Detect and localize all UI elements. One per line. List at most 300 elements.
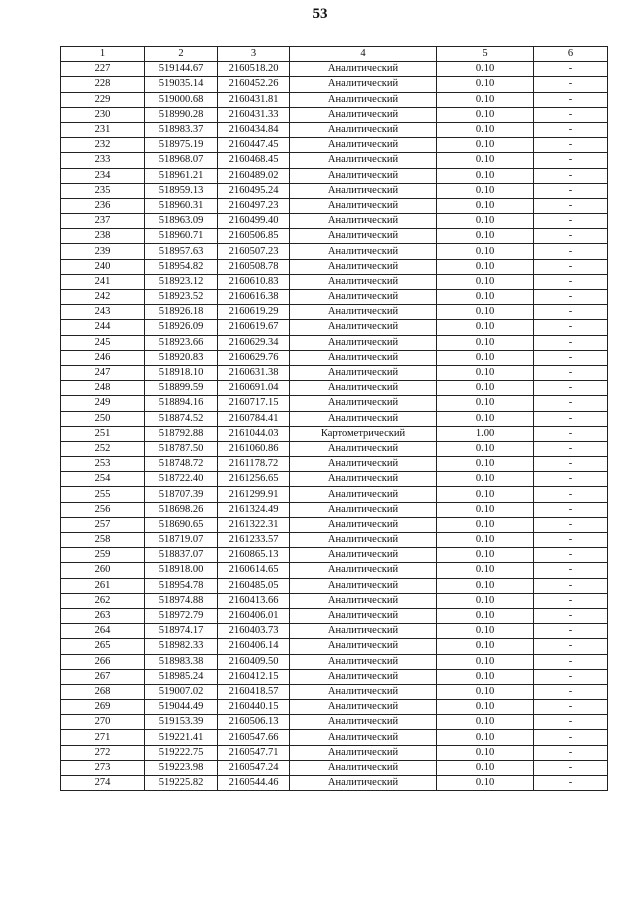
accuracy-cell: 0.10 — [437, 198, 534, 213]
x-coordinate-cell: 518960.31 — [145, 198, 218, 213]
method-cell: Аналитический — [290, 198, 437, 213]
method-cell: Аналитический — [290, 548, 437, 563]
point-number-cell: 270 — [61, 715, 145, 730]
table-row — [61, 472, 608, 487]
y-coordinate-cell: 2160468.45 — [218, 153, 290, 168]
x-coordinate-cell: 518690.65 — [145, 517, 218, 532]
y-coordinate-cell: 2160508.78 — [218, 259, 290, 274]
table-row — [61, 776, 608, 791]
y-coordinate-cell: 2160691.04 — [218, 381, 290, 396]
description-cell: - — [534, 168, 608, 183]
accuracy-cell: 0.10 — [437, 290, 534, 305]
x-coordinate-cell: 518961.21 — [145, 168, 218, 183]
table-row — [61, 441, 608, 456]
accuracy-cell: 0.10 — [437, 517, 534, 532]
point-number-cell: 245 — [61, 335, 145, 350]
x-coordinate-cell: 519007.02 — [145, 684, 218, 699]
x-coordinate-cell: 518972.79 — [145, 608, 218, 623]
table-row — [61, 517, 608, 532]
y-coordinate-cell: 2161060.86 — [218, 441, 290, 456]
description-cell: - — [534, 335, 608, 350]
description-cell: - — [534, 441, 608, 456]
x-coordinate-cell: 518990.28 — [145, 107, 218, 122]
method-cell: Аналитический — [290, 153, 437, 168]
table-row — [61, 259, 608, 274]
method-cell: Аналитический — [290, 350, 437, 365]
description-cell: - — [534, 776, 608, 791]
table-row — [61, 214, 608, 229]
table-row — [61, 244, 608, 259]
table-row — [61, 593, 608, 608]
point-number-cell: 236 — [61, 198, 145, 213]
x-coordinate-cell: 519223.98 — [145, 760, 218, 775]
y-coordinate-cell: 2160506.85 — [218, 229, 290, 244]
description-cell: - — [534, 107, 608, 122]
table-row — [61, 335, 608, 350]
y-coordinate-cell: 2160431.81 — [218, 92, 290, 107]
point-number-cell: 272 — [61, 745, 145, 760]
description-cell: - — [534, 426, 608, 441]
point-number-cell: 227 — [61, 62, 145, 77]
table-row — [61, 381, 608, 396]
method-cell: Аналитический — [290, 624, 437, 639]
table-row — [61, 411, 608, 426]
y-coordinate-cell: 2160619.67 — [218, 320, 290, 335]
table-row — [61, 77, 608, 92]
accuracy-cell: 0.10 — [437, 107, 534, 122]
x-coordinate-cell: 518983.38 — [145, 654, 218, 669]
method-cell: Аналитический — [290, 335, 437, 350]
point-number-cell: 250 — [61, 411, 145, 426]
description-cell: - — [534, 198, 608, 213]
y-coordinate-cell: 2160619.29 — [218, 305, 290, 320]
x-coordinate-cell: 519044.49 — [145, 700, 218, 715]
table-row — [61, 654, 608, 669]
accuracy-cell: 0.10 — [437, 168, 534, 183]
method-cell: Аналитический — [290, 578, 437, 593]
y-coordinate-cell: 2160452.26 — [218, 77, 290, 92]
description-cell: - — [534, 320, 608, 335]
y-coordinate-cell: 2160413.66 — [218, 593, 290, 608]
method-cell: Аналитический — [290, 183, 437, 198]
description-cell: - — [534, 381, 608, 396]
x-coordinate-cell: 518920.83 — [145, 350, 218, 365]
point-number-cell: 238 — [61, 229, 145, 244]
accuracy-cell: 0.10 — [437, 669, 534, 684]
table-row — [61, 639, 608, 654]
y-coordinate-cell: 2160610.83 — [218, 274, 290, 289]
point-number-cell: 274 — [61, 776, 145, 791]
description-cell: - — [534, 639, 608, 654]
point-number-cell: 237 — [61, 214, 145, 229]
description-cell: - — [534, 305, 608, 320]
method-cell: Аналитический — [290, 92, 437, 107]
accuracy-cell: 0.10 — [437, 624, 534, 639]
y-coordinate-cell: 2160614.65 — [218, 563, 290, 578]
point-number-cell: 256 — [61, 502, 145, 517]
x-coordinate-cell: 518923.12 — [145, 274, 218, 289]
x-coordinate-cell: 518985.24 — [145, 669, 218, 684]
method-cell: Аналитический — [290, 639, 437, 654]
point-number-cell: 234 — [61, 168, 145, 183]
point-number-cell: 258 — [61, 533, 145, 548]
method-cell: Аналитический — [290, 365, 437, 380]
table-row — [61, 426, 608, 441]
column-header: 4 — [290, 47, 437, 62]
y-coordinate-cell: 2160616.38 — [218, 290, 290, 305]
method-cell: Аналитический — [290, 381, 437, 396]
y-coordinate-cell: 2160406.01 — [218, 608, 290, 623]
method-cell: Аналитический — [290, 487, 437, 502]
table-row — [61, 700, 608, 715]
description-cell: - — [534, 457, 608, 472]
method-cell: Аналитический — [290, 122, 437, 137]
x-coordinate-cell: 518954.82 — [145, 259, 218, 274]
table-row — [61, 684, 608, 699]
accuracy-cell: 0.10 — [437, 229, 534, 244]
method-cell: Аналитический — [290, 563, 437, 578]
page-number: 53 — [312, 6, 328, 22]
y-coordinate-cell: 2160489.02 — [218, 168, 290, 183]
point-number-cell: 254 — [61, 472, 145, 487]
y-coordinate-cell: 2160547.71 — [218, 745, 290, 760]
table-row — [61, 350, 608, 365]
method-cell: Аналитический — [290, 608, 437, 623]
x-coordinate-cell: 518707.39 — [145, 487, 218, 502]
method-cell: Аналитический — [290, 684, 437, 699]
point-number-cell: 269 — [61, 700, 145, 715]
point-number-cell: 257 — [61, 517, 145, 532]
table-row — [61, 487, 608, 502]
accuracy-cell: 0.10 — [437, 259, 534, 274]
method-cell: Аналитический — [290, 290, 437, 305]
description-cell: - — [534, 745, 608, 760]
point-number-cell: 241 — [61, 274, 145, 289]
table-row — [61, 760, 608, 775]
description-cell: - — [534, 760, 608, 775]
description-cell: - — [534, 365, 608, 380]
point-number-cell: 263 — [61, 608, 145, 623]
table-row — [61, 715, 608, 730]
table-row — [61, 533, 608, 548]
accuracy-cell: 0.10 — [437, 274, 534, 289]
x-coordinate-cell: 519035.14 — [145, 77, 218, 92]
point-number-cell: 247 — [61, 365, 145, 380]
accuracy-cell: 0.10 — [437, 593, 534, 608]
description-cell: - — [534, 502, 608, 517]
table-row — [61, 502, 608, 517]
description-cell: - — [534, 715, 608, 730]
point-number-cell: 248 — [61, 381, 145, 396]
point-number-cell: 261 — [61, 578, 145, 593]
y-coordinate-cell: 2160547.24 — [218, 760, 290, 775]
x-coordinate-cell: 518983.37 — [145, 122, 218, 137]
x-coordinate-cell: 518957.63 — [145, 244, 218, 259]
accuracy-cell: 0.10 — [437, 487, 534, 502]
header-row — [61, 47, 608, 62]
accuracy-cell: 0.10 — [437, 684, 534, 699]
description-cell: - — [534, 62, 608, 77]
method-cell: Аналитический — [290, 669, 437, 684]
accuracy-cell: 0.10 — [437, 760, 534, 775]
y-coordinate-cell: 2160506.13 — [218, 715, 290, 730]
accuracy-cell: 0.10 — [437, 335, 534, 350]
description-cell: - — [534, 396, 608, 411]
accuracy-cell: 0.10 — [437, 715, 534, 730]
x-coordinate-cell: 518719.07 — [145, 533, 218, 548]
point-number-cell: 244 — [61, 320, 145, 335]
accuracy-cell: 0.10 — [437, 77, 534, 92]
y-coordinate-cell: 2160431.33 — [218, 107, 290, 122]
accuracy-cell: 0.10 — [437, 776, 534, 791]
accuracy-cell: 0.10 — [437, 441, 534, 456]
table-row — [61, 290, 608, 305]
accuracy-cell: 0.10 — [437, 350, 534, 365]
method-cell: Аналитический — [290, 411, 437, 426]
accuracy-cell: 0.10 — [437, 608, 534, 623]
y-coordinate-cell: 2160547.66 — [218, 730, 290, 745]
y-coordinate-cell: 2160440.15 — [218, 700, 290, 715]
method-cell: Аналитический — [290, 776, 437, 791]
accuracy-cell: 0.10 — [437, 62, 534, 77]
description-cell: - — [534, 183, 608, 198]
description-cell: - — [534, 411, 608, 426]
accuracy-cell: 0.10 — [437, 502, 534, 517]
x-coordinate-cell: 518982.33 — [145, 639, 218, 654]
method-cell: Аналитический — [290, 77, 437, 92]
point-number-cell: 231 — [61, 122, 145, 137]
method-cell: Аналитический — [290, 214, 437, 229]
y-coordinate-cell: 2160447.45 — [218, 138, 290, 153]
table-row — [61, 229, 608, 244]
y-coordinate-cell: 2160403.73 — [218, 624, 290, 639]
y-coordinate-cell: 2160499.40 — [218, 214, 290, 229]
description-cell: - — [534, 578, 608, 593]
accuracy-cell: 0.10 — [437, 214, 534, 229]
description-cell: - — [534, 684, 608, 699]
table-row — [61, 563, 608, 578]
accuracy-cell: 0.10 — [437, 548, 534, 563]
method-cell: Аналитический — [290, 259, 437, 274]
description-cell: - — [534, 290, 608, 305]
accuracy-cell: 0.10 — [437, 411, 534, 426]
description-cell: - — [534, 229, 608, 244]
table-body — [61, 62, 608, 791]
point-number-cell: 252 — [61, 441, 145, 456]
y-coordinate-cell: 2161178.72 — [218, 457, 290, 472]
description-cell: - — [534, 533, 608, 548]
accuracy-cell: 0.10 — [437, 700, 534, 715]
method-cell: Аналитический — [290, 745, 437, 760]
point-number-cell: 239 — [61, 244, 145, 259]
table-row — [61, 730, 608, 745]
y-coordinate-cell: 2160544.46 — [218, 776, 290, 791]
x-coordinate-cell: 518959.13 — [145, 183, 218, 198]
y-coordinate-cell: 2160418.57 — [218, 684, 290, 699]
method-cell: Аналитический — [290, 396, 437, 411]
method-cell: Аналитический — [290, 320, 437, 335]
x-coordinate-cell: 518923.52 — [145, 290, 218, 305]
point-number-cell: 233 — [61, 153, 145, 168]
description-cell: - — [534, 548, 608, 563]
x-coordinate-cell: 518968.07 — [145, 153, 218, 168]
x-coordinate-cell: 519222.75 — [145, 745, 218, 760]
y-coordinate-cell: 2160485.05 — [218, 578, 290, 593]
description-cell: - — [534, 472, 608, 487]
description-cell: - — [534, 487, 608, 502]
column-header: 6 — [534, 47, 608, 62]
description-cell: - — [534, 730, 608, 745]
x-coordinate-cell: 518792.88 — [145, 426, 218, 441]
accuracy-cell: 0.10 — [437, 320, 534, 335]
method-cell: Аналитический — [290, 305, 437, 320]
table-row — [61, 62, 608, 77]
x-coordinate-cell: 518926.18 — [145, 305, 218, 320]
accuracy-cell: 1.00 — [437, 426, 534, 441]
y-coordinate-cell: 2160406.14 — [218, 639, 290, 654]
accuracy-cell: 0.10 — [437, 381, 534, 396]
table-row — [61, 305, 608, 320]
column-header: 3 — [218, 47, 290, 62]
description-cell: - — [534, 608, 608, 623]
description-cell: - — [534, 593, 608, 608]
point-number-cell: 249 — [61, 396, 145, 411]
x-coordinate-cell: 518722.40 — [145, 472, 218, 487]
table-row — [61, 92, 608, 107]
point-number-cell: 268 — [61, 684, 145, 699]
method-cell: Аналитический — [290, 229, 437, 244]
x-coordinate-cell: 518975.19 — [145, 138, 218, 153]
table-row — [61, 168, 608, 183]
x-coordinate-cell: 519221.41 — [145, 730, 218, 745]
y-coordinate-cell: 2160507.23 — [218, 244, 290, 259]
point-number-cell: 260 — [61, 563, 145, 578]
y-coordinate-cell: 2160434.84 — [218, 122, 290, 137]
method-cell: Аналитический — [290, 502, 437, 517]
table-row — [61, 396, 608, 411]
method-cell: Аналитический — [290, 715, 437, 730]
table-row — [61, 320, 608, 335]
x-coordinate-cell: 518926.09 — [145, 320, 218, 335]
x-coordinate-cell: 518698.26 — [145, 502, 218, 517]
description-cell: - — [534, 350, 608, 365]
table-header — [61, 47, 608, 62]
point-number-cell: 265 — [61, 639, 145, 654]
table-row — [61, 548, 608, 563]
x-coordinate-cell: 518874.52 — [145, 411, 218, 426]
description-cell: - — [534, 122, 608, 137]
table-row — [61, 578, 608, 593]
description-cell: - — [534, 654, 608, 669]
point-number-cell: 243 — [61, 305, 145, 320]
description-cell: - — [534, 700, 608, 715]
accuracy-cell: 0.10 — [437, 533, 534, 548]
table-row — [61, 153, 608, 168]
y-coordinate-cell: 2160409.50 — [218, 654, 290, 669]
column-header: 2 — [145, 47, 218, 62]
table-row — [61, 608, 608, 623]
y-coordinate-cell: 2160865.13 — [218, 548, 290, 563]
table-row — [61, 457, 608, 472]
accuracy-cell: 0.10 — [437, 730, 534, 745]
description-cell: - — [534, 669, 608, 684]
description-cell: - — [534, 274, 608, 289]
method-cell: Аналитический — [290, 472, 437, 487]
table-row — [61, 122, 608, 137]
method-cell: Аналитический — [290, 533, 437, 548]
x-coordinate-cell: 518974.88 — [145, 593, 218, 608]
x-coordinate-cell: 518894.16 — [145, 396, 218, 411]
x-coordinate-cell: 518923.66 — [145, 335, 218, 350]
description-cell: - — [534, 92, 608, 107]
point-number-cell: 266 — [61, 654, 145, 669]
method-cell: Аналитический — [290, 457, 437, 472]
method-cell: Картометрический — [290, 426, 437, 441]
y-coordinate-cell: 2160412.15 — [218, 669, 290, 684]
accuracy-cell: 0.10 — [437, 563, 534, 578]
method-cell: Аналитический — [290, 168, 437, 183]
accuracy-cell: 0.10 — [437, 745, 534, 760]
method-cell: Аналитический — [290, 654, 437, 669]
accuracy-cell: 0.10 — [437, 472, 534, 487]
x-coordinate-cell: 518837.07 — [145, 548, 218, 563]
y-coordinate-cell: 2160495.24 — [218, 183, 290, 198]
table-row — [61, 198, 608, 213]
point-number-cell: 232 — [61, 138, 145, 153]
method-cell: Аналитический — [290, 274, 437, 289]
point-number-cell: 255 — [61, 487, 145, 502]
y-coordinate-cell: 2161233.57 — [218, 533, 290, 548]
method-cell: Аналитический — [290, 138, 437, 153]
x-coordinate-cell: 518748.72 — [145, 457, 218, 472]
accuracy-cell: 0.10 — [437, 122, 534, 137]
table-row — [61, 274, 608, 289]
x-coordinate-cell: 519000.68 — [145, 92, 218, 107]
description-cell: - — [534, 624, 608, 639]
y-coordinate-cell: 2161322.31 — [218, 517, 290, 532]
x-coordinate-cell: 519153.39 — [145, 715, 218, 730]
table-row — [61, 183, 608, 198]
accuracy-cell: 0.10 — [437, 153, 534, 168]
x-coordinate-cell: 518899.59 — [145, 381, 218, 396]
point-number-cell: 242 — [61, 290, 145, 305]
description-cell: - — [534, 259, 608, 274]
y-coordinate-cell: 2160518.20 — [218, 62, 290, 77]
x-coordinate-cell: 519144.67 — [145, 62, 218, 77]
point-number-cell: 246 — [61, 350, 145, 365]
description-cell: - — [534, 153, 608, 168]
description-cell: - — [534, 563, 608, 578]
point-number-cell: 235 — [61, 183, 145, 198]
table-row — [61, 624, 608, 639]
accuracy-cell: 0.10 — [437, 654, 534, 669]
accuracy-cell: 0.10 — [437, 244, 534, 259]
accuracy-cell: 0.10 — [437, 639, 534, 654]
column-header: 5 — [437, 47, 534, 62]
y-coordinate-cell: 2160717.15 — [218, 396, 290, 411]
table-row — [61, 138, 608, 153]
accuracy-cell: 0.10 — [437, 138, 534, 153]
coordinates-table — [60, 46, 608, 791]
x-coordinate-cell: 518954.78 — [145, 578, 218, 593]
table-row — [61, 107, 608, 122]
point-number-cell: 253 — [61, 457, 145, 472]
method-cell: Аналитический — [290, 730, 437, 745]
accuracy-cell: 0.10 — [437, 578, 534, 593]
accuracy-cell: 0.10 — [437, 396, 534, 411]
y-coordinate-cell: 2161299.91 — [218, 487, 290, 502]
description-cell: - — [534, 244, 608, 259]
